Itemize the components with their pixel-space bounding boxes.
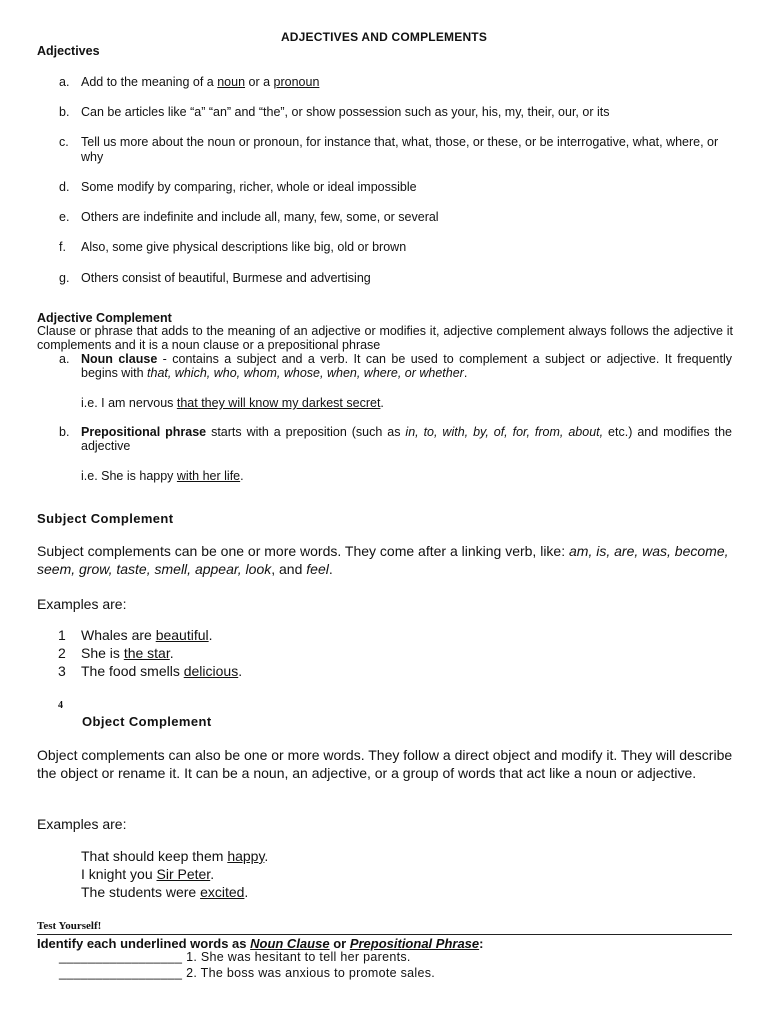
underlined-word: beautiful — [155, 627, 209, 643]
test-yourself-title: Test Yourself! — [37, 920, 102, 932]
list-text: Also, some give physical descriptions like big, old or brown — [81, 240, 407, 254]
list-letter: e. — [59, 210, 70, 224]
list-text: Prepositional phrase starts with a preposition (such as in, to, with, by, of, for, from, about, etc.) and modifies the adjective — [81, 425, 732, 453]
examples-label: Examples are: — [37, 816, 127, 832]
subject-complement-paragraph: Subject complements can be one or more words. They come after a linking verb, like: am, is, are, was, become, seem, grow, taste, smell, appear, look, and feel. — [37, 543, 729, 577]
list-letter: d. — [59, 180, 70, 194]
term-italic: in, to, with, by, of, for, from, about, — [405, 425, 604, 439]
underlined-word: excited — [200, 884, 245, 900]
list-text: Some modify by comparing, richer, whole or ideal impossible — [81, 180, 417, 194]
object-complement-paragraph: Object complements can also be one or more words. They follow a direct object and modify it. They will describe the object or rename it. It can be a noun, an adjective, or a group of words that act like a noun or adjective. — [37, 747, 733, 781]
test-instruction: Identify each underlined words as Noun Clause or Prepositional Phrase: — [37, 936, 484, 951]
list-letter: b. — [59, 105, 70, 119]
underlined-word: delicious — [183, 663, 239, 679]
list-letter: b. — [59, 425, 70, 439]
divider — [37, 934, 732, 935]
example-line: i.e. She is happy with her life. — [81, 469, 244, 483]
list-text: Tell us more about the noun or pronoun, for instance that, what, those, or these, or be interrogative, what, where, or why — [81, 135, 719, 164]
adjective-complement-heading: Adjective Complement — [37, 311, 172, 325]
examples-label: Examples are: — [37, 596, 127, 612]
adjectives-heading: Adjectives — [37, 44, 100, 58]
test-item: _________________ 1. She was hesitant to tell her parents. — [59, 950, 411, 964]
example-line: i.e. I am nervous that they will know my darkest secret. — [81, 396, 384, 410]
list-letter: a. — [59, 75, 70, 89]
underlined-word: Sir Peter — [156, 866, 211, 882]
adjective-complement-intro: Clause or phrase that adds to the meaning of an adjective or modifies it, adjective complement always follows the adjective it complements and it is a noun clause or a prepositional phrase — [37, 324, 733, 352]
list-text: Noun clause - contains a subject and a verb. It can be used to complement a subject or adjective. It frequently begins with that, which, who, whom, whose, when, where, or whether. — [81, 352, 732, 380]
underlined-word: happy — [227, 848, 265, 864]
test-item: _________________ 2. The boss was anxious to promote sales. — [59, 966, 436, 980]
list-text: Others consist of beautiful, Burmese and advertising — [81, 271, 371, 285]
list-text: Can be articles like “a” “an” and “the”, or show possession such as your, his, my, their, our, or its — [81, 105, 610, 119]
underlined-phrase: that they will know my darkest secret — [176, 396, 381, 410]
list-text: Add to the meaning of a noun or a pronoun — [81, 75, 320, 89]
list-letter: c. — [59, 135, 69, 149]
list-letter: g. — [59, 271, 70, 285]
subject-complement-heading: Subject Complement — [37, 511, 174, 526]
answer-blank[interactable]: _________________ — [59, 950, 183, 964]
option-prepositional-phrase: Prepositional Phrase — [349, 936, 480, 951]
answer-blank[interactable]: _________________ — [59, 966, 183, 980]
object-complement-heading: Object Complement — [82, 714, 212, 729]
underlined-word: the star — [123, 645, 170, 661]
list-number: 4 — [58, 700, 63, 711]
list-text: Others are indefinite and include all, many, few, some, or several — [81, 210, 439, 224]
document-page: ADJECTIVES AND COMPLEMENTS Adjectives a. Add to the meaning of a noun or a pronoun b. Can be articles like “a” “an” and “the”, or show possession such as your, his, my, their, our, or its c. Tell us more about the noun or pronoun, for instance that, what, those, or these, or be interrogative, what, where, or why d. Some modify by comparing, richer, whole or ideal impossible e. Others are indefinite and include all, many, few, some, or several f. Also, some give physical descriptions like big, old or brown g. Others consist of beautiful, Burmese and advertising Adjective Complement Clause or phrase that adds to the meaning of an adjective or modifies it, adjective complement always follows the adjective it complements and it is a noun clause or a prepositional phrase a. Noun clause - contains a subject and a verb. It can be used to complement a subject or adjective. It frequently begins with that, which, who, whom, whose, when, where, or whether. i.e. I am nervous that they will know my darkest secret. b. Prepositional phrase starts with a preposition (such as in, to, with, by, of, for, from, about, etc.) and modifies the adjective i.e. She is happy with her life. Subject Complement Subject complements can be one or more words. They come after a linking verb, like: am, is, are, was, become, seem, grow, taste, smell, appear, look, and feel. Examples are: 1 Whales are beautiful. 2 She is the star. 3 The food smells delicious. 4 Object Complement Object complements can also be one or more words. They follow a direct object and modify it. They will describe the object or rename it. It can be a noun, an adjective, or a group of words that act like a noun or adjective. Examples are: That should keep them happy. I knight you Sir Peter. The students were excited. Test Yourself! Identify each underlined words as Noun Clause or Prepositional Phrase: _________________ 1. She was hesitant to tell her parents. _________________ 2. The boss was anxious to promote sales. — [0, 0, 768, 1024]
list-letter: a. — [59, 352, 70, 366]
page-title: ADJECTIVES AND COMPLEMENTS — [280, 30, 488, 44]
term-bold: Prepositional phrase — [81, 425, 207, 439]
example-line: I knight you Sir Peter. — [81, 866, 215, 882]
term-bold: Noun clause — [81, 352, 158, 366]
example-line: That should keep them happy. — [81, 848, 269, 864]
underlined-word: pronoun — [273, 75, 320, 89]
example-line: The students were excited. — [81, 884, 249, 900]
underlined-word: noun — [217, 75, 246, 89]
underlined-phrase: with her life — [176, 469, 241, 483]
term-italic: that, which, who, whom, whose, when, where, or whether — [147, 366, 464, 380]
list-letter: f. — [59, 240, 66, 254]
option-noun-clause: Noun Clause — [250, 936, 330, 951]
